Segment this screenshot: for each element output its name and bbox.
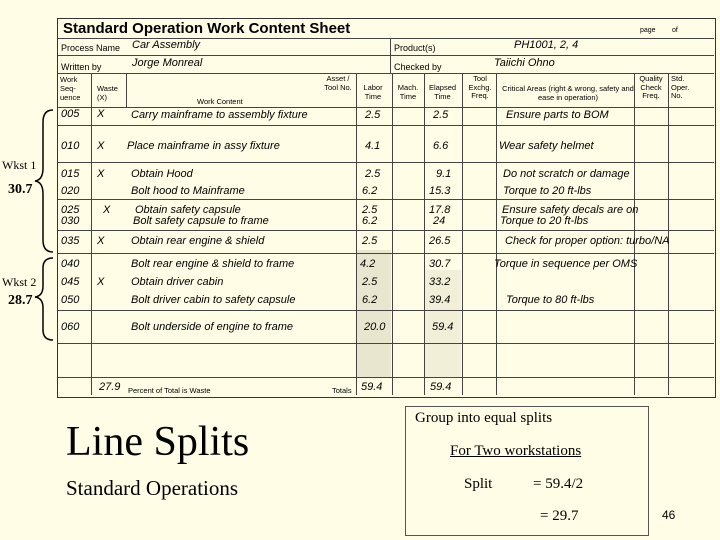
process-name-label: Process Name — [61, 43, 121, 53]
row-work: Bolt underside of engine to frame — [131, 321, 294, 333]
row-elapsed: 6.6 — [433, 140, 449, 152]
column-header: Work Seq- uence — [60, 75, 81, 102]
row-labor: 4.1 — [365, 140, 381, 152]
row-labor: 6.2 — [362, 215, 378, 227]
column-header: Tool Exchg. Freq. — [468, 74, 492, 100]
workstation-1-time: 30.7 — [8, 182, 33, 197]
workstation-1-label: Wkst 1 — [2, 158, 37, 172]
row-seq: 010 — [61, 140, 80, 152]
split-result: = 29.7 — [540, 508, 579, 524]
row-labor: 2.5 — [362, 204, 378, 216]
row-labor: 2.5 — [362, 276, 378, 288]
row-divider — [58, 377, 714, 378]
row-waste: X — [97, 235, 105, 247]
row-seq: 025 — [61, 204, 80, 216]
workstation-2-time: 28.7 — [8, 293, 33, 308]
line-splits-title: Line Splits — [66, 419, 250, 465]
elapsed-total: 59.4 — [430, 381, 452, 393]
row-critical: Torque to 20 ft-lbs — [500, 215, 589, 227]
row-labor: 2.5 — [365, 168, 381, 180]
checked-by-value: Taiichi Ohno — [494, 57, 555, 69]
checked-by-label: Checked by — [394, 62, 442, 72]
column-header: Work Content — [197, 97, 243, 106]
row-elapsed: 59.4 — [432, 321, 454, 333]
row-elapsed: 30.7 — [429, 258, 451, 270]
split-equation: = 59.4/2 — [533, 476, 584, 492]
row-divider — [58, 162, 714, 163]
row-critical: Torque to 80 ft-lbs — [506, 294, 595, 306]
row-elapsed: 33.2 — [429, 276, 451, 288]
row-critical: Do not scratch or damage — [503, 168, 630, 180]
labor-total: 59.4 — [361, 381, 383, 393]
row-work: Bolt rear engine & shield to frame — [131, 258, 295, 270]
row-seq: 020 — [61, 185, 80, 197]
row-critical: Wear safety helmet — [499, 140, 594, 152]
waste-percent: 27.9 — [99, 381, 121, 393]
column-header: Std. Oper. No. — [671, 74, 690, 100]
row-critical: Torque in sequence per OMS — [494, 258, 638, 270]
row-labor: 20.0 — [364, 321, 386, 333]
row-seq: 015 — [61, 168, 80, 180]
row-work: Obtain rear engine & shield — [131, 235, 265, 247]
column-divider — [91, 73, 92, 395]
row-work: Bolt safety capsule to frame — [133, 215, 269, 227]
page-label: page — [640, 27, 656, 34]
row-work: Bolt hood to Mainframe — [131, 185, 245, 197]
column-divider — [126, 73, 127, 107]
row-work: Obtain driver cabin — [131, 276, 224, 288]
row-waste: X — [97, 140, 105, 152]
row-divider — [58, 125, 714, 126]
row-labor: 2.5 — [365, 109, 381, 121]
workstations-text: For Two workstations — [450, 443, 582, 459]
row-seq: 035 — [61, 235, 80, 247]
row-divider — [58, 199, 714, 200]
row-critical: Torque to 20 ft-lbs — [503, 185, 592, 197]
column-divider — [496, 73, 497, 395]
page-number: 46 — [662, 508, 676, 522]
workstation-2-label: Wkst 2 — [2, 275, 37, 289]
row-divider — [58, 310, 714, 311]
row-labor: 6.2 — [362, 185, 378, 197]
row-seq: 030 — [61, 215, 80, 227]
row-critical: Ensure safety decals are on — [502, 204, 639, 216]
row-labor: 2.5 — [362, 235, 378, 247]
row-seq: 050 — [61, 294, 80, 306]
process-name-value: Car Assembly — [132, 39, 201, 51]
row-elapsed: 17.8 — [429, 204, 451, 216]
header-divider — [58, 73, 714, 74]
column-header-divider — [58, 107, 714, 108]
column-header: Asset / Tool No. — [324, 74, 352, 92]
column-header: Waste (X) — [97, 84, 118, 102]
column-divider — [462, 73, 463, 395]
header-divider — [390, 38, 391, 73]
row-elapsed: 24 — [433, 215, 446, 227]
row-labor: 6.2 — [362, 294, 378, 306]
row-critical: Ensure parts to BOM — [506, 109, 609, 121]
row-work: Carry mainframe to assembly fixture — [131, 109, 308, 121]
product-value: PH1001, 2, 4 — [514, 39, 579, 51]
product-label: Product(s) — [394, 43, 436, 53]
column-header: Elapsed Time — [428, 83, 457, 101]
column-divider — [392, 73, 393, 395]
row-seq: 005 — [61, 108, 80, 120]
written-by-value: Jorge Monreal — [132, 57, 203, 69]
row-waste: X — [97, 276, 105, 288]
row-seq: 060 — [61, 321, 80, 333]
standard-operations-subtitle: Standard Operations — [66, 476, 239, 500]
row-waste: X — [103, 204, 111, 216]
row-work: Bolt driver cabin to safety capsule — [131, 294, 296, 306]
row-labor: 4.2 — [360, 258, 376, 270]
row-divider — [58, 343, 714, 344]
written-by-label: Written by — [61, 62, 102, 72]
row-elapsed: 26.5 — [429, 235, 451, 247]
row-work: Obtain safety capsule — [135, 204, 241, 216]
column-header: Labor Time — [363, 83, 383, 101]
workstation-1-brace — [33, 108, 57, 254]
row-waste: X — [97, 108, 105, 120]
row-elapsed: 2.5 — [433, 109, 449, 121]
waste-percent-label: Percent of Total is Waste — [128, 386, 211, 395]
row-work: Obtain Hood — [131, 168, 193, 180]
row-work: Place mainframe in assy fixture — [127, 140, 280, 152]
workstation-2-brace — [33, 256, 57, 342]
row-seq: 040 — [61, 258, 80, 270]
header-divider — [58, 55, 714, 56]
row-divider — [58, 230, 714, 231]
column-divider — [634, 73, 635, 395]
row-seq: 045 — [61, 276, 80, 288]
row-waste: X — [97, 168, 105, 180]
row-elapsed: 9.1 — [436, 168, 452, 180]
of-label: of — [672, 27, 678, 34]
totals-label: Totals — [332, 386, 352, 395]
row-divider — [58, 253, 714, 254]
row-critical: Check for proper option: turbo/NA — [505, 235, 670, 247]
column-header: Critical Areas (right & wrong, safety and ease in operation) — [502, 84, 634, 102]
split-label: Split — [464, 476, 493, 492]
column-divider — [668, 73, 669, 395]
row-elapsed: 39.4 — [429, 294, 451, 306]
row-elapsed: 15.3 — [429, 185, 451, 197]
column-header: Quality Check Freq. — [639, 74, 663, 100]
column-header: Mach. Time — [397, 83, 419, 101]
group-text: Group into equal splits — [415, 410, 553, 426]
sheet-title: Standard Operation Work Content Sheet — [63, 20, 351, 37]
